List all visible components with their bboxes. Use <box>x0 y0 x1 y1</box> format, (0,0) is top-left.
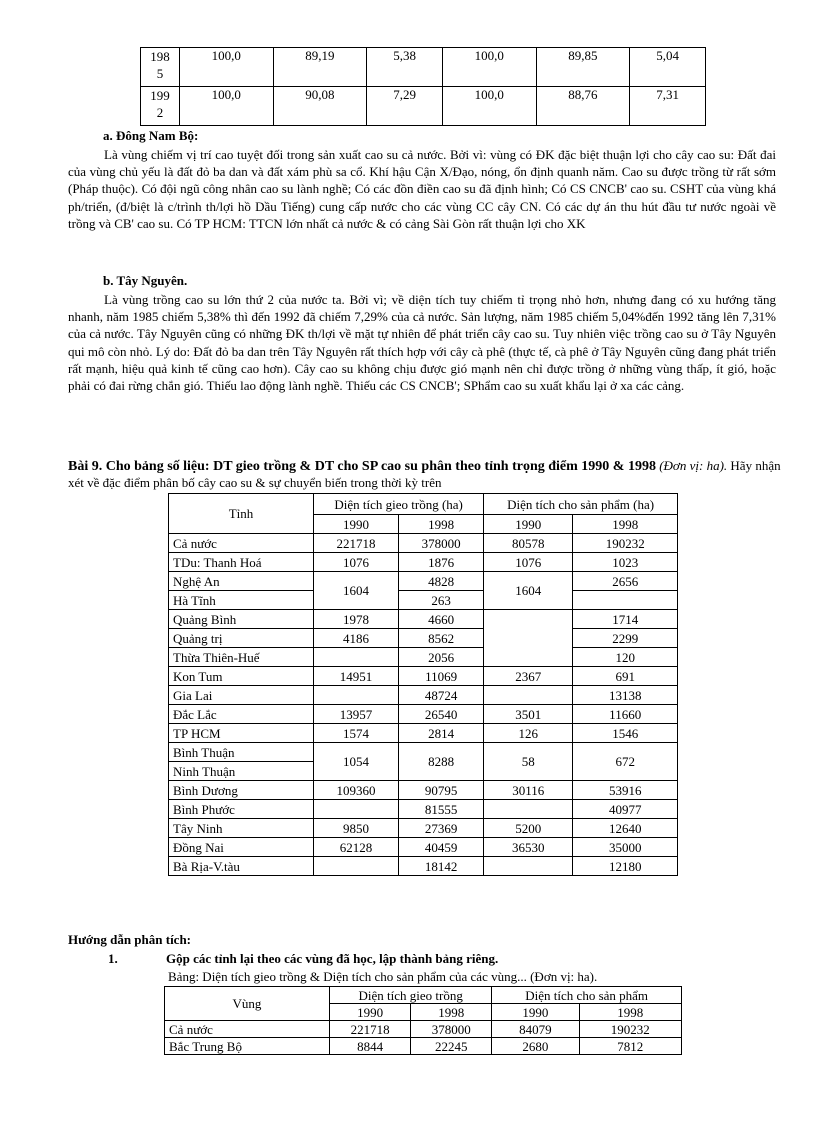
province-name: Tây Ninh <box>169 819 314 838</box>
table-row <box>169 534 678 553</box>
header-year: 1998 <box>573 515 678 534</box>
table-cell: 40977 <box>573 800 678 819</box>
table-cell: 109360 <box>314 781 399 800</box>
province-name: Hà Tĩnh <box>169 591 314 610</box>
table-cell: 53916 <box>573 781 678 800</box>
province-name: Bình Phước <box>169 800 314 819</box>
table-cell: 100,0 <box>180 87 274 126</box>
table-cell: 100,0 <box>442 48 536 87</box>
table-cell: 1076 <box>314 553 399 572</box>
table-cell: 89,85 <box>536 48 630 87</box>
table-row <box>169 743 678 762</box>
table-cell <box>314 686 399 705</box>
table-cell: 2367 <box>484 667 573 686</box>
table-cell: 4186 <box>314 629 399 648</box>
table-cell: 11660 <box>573 705 678 724</box>
header-year: 1990 <box>330 1004 411 1021</box>
table-cell: 26540 <box>399 705 484 724</box>
table-cell: 691 <box>573 667 678 686</box>
table-row <box>169 648 678 667</box>
table-cell: 48724 <box>399 686 484 705</box>
table-row <box>169 572 678 591</box>
table-row <box>141 48 706 87</box>
table-cell: 378000 <box>399 534 484 553</box>
header-year: 1998 <box>579 1004 681 1021</box>
table-cell: 90,08 <box>273 87 367 126</box>
exercise-9 <box>68 458 788 491</box>
table-cell: 90795 <box>399 781 484 800</box>
table-cell: 8562 <box>399 629 484 648</box>
year-cell: 199 2 <box>141 87 180 126</box>
table-cell: 100,0 <box>442 87 536 126</box>
table-cell: 190232 <box>579 1021 681 1038</box>
header-year: 1998 <box>399 515 484 534</box>
table-cell: 9850 <box>314 819 399 838</box>
table-cell: 1076 <box>484 553 573 572</box>
table-row <box>169 667 678 686</box>
table-cell: 100,0 <box>180 48 274 87</box>
table-cell: 11069 <box>399 667 484 686</box>
header-year: 1990 <box>492 1004 579 1021</box>
region-name: Bắc Trung Bộ <box>165 1038 330 1055</box>
table-cell: 5,04 <box>630 48 706 87</box>
unit-label: (Đơn vị: ha). <box>659 458 728 473</box>
province-name: Bà Rịa-V.tàu <box>169 857 314 876</box>
table-cell <box>314 800 399 819</box>
table-cell: 2299 <box>573 629 678 648</box>
table-cell: 88,76 <box>536 87 630 126</box>
table-row <box>169 724 678 743</box>
table-cell: 2814 <box>399 724 484 743</box>
province-name: Cả nước <box>169 534 314 553</box>
table-cell: 672 <box>573 743 678 781</box>
table-row <box>165 1038 682 1055</box>
table-cell: 13138 <box>573 686 678 705</box>
header-year: 1990 <box>314 515 399 534</box>
region-name: Cả nước <box>165 1021 330 1038</box>
table-cell: 5,38 <box>367 48 443 87</box>
table-cell <box>484 857 573 876</box>
table-cell: 4828 <box>399 572 484 591</box>
table-cell: 263 <box>399 591 484 610</box>
table-cell: 35000 <box>573 838 678 857</box>
table-cell <box>314 648 399 667</box>
table-cell: 1604 <box>314 572 399 610</box>
province-name: Thừa Thiên-Huế <box>169 648 314 667</box>
table-cell: 13957 <box>314 705 399 724</box>
table-cell: 30116 <box>484 781 573 800</box>
header-year: 1998 <box>411 1004 492 1021</box>
table-cell: 62128 <box>314 838 399 857</box>
table-cell: 12180 <box>573 857 678 876</box>
table-row <box>169 686 678 705</box>
province-name: Quảng Bình <box>169 610 314 629</box>
section-a-text: Là vùng chiếm vị trí cao tuyệt đối trong sản xuất cao su cả nước. Bởi vì: vùng có ĐK đặc biệt thuận lợi cho cây cao su: Đất đai của vùng chủ yếu là đất đỏ ba dan và đất xám phù sa cổ. Khí hậu Cận X/Đạo, nóng, ổn định quanh năm. Cao su được trồng từ rất sớm (Pháp thuộc). Có đội ngũ công nhân cao su lành nghề; Có các đồn điền cao su đã định hình; Có CS CNCB' cao su. CSHT của vùng khá ph/triển, (đ/biệt là c/trình th/lợi hồ Dầu Tiếng) cung cấp nước cho các vùng CC cây CN. Có các dự án thu hút đầu tư nước ngoài về trồng và CB' cao su. Có TP HCM: TTCN lớn nhất cả nước & có cảng Sài Gòn rất thuận lợi cho XK <box>68 147 776 231</box>
table-cell: 18142 <box>399 857 484 876</box>
table-cell: 22245 <box>411 1038 492 1055</box>
table-cell: 84079 <box>492 1021 579 1038</box>
table-cell <box>484 800 573 819</box>
table-row <box>169 629 678 648</box>
table-header-row <box>169 494 678 515</box>
table-row <box>169 553 678 572</box>
table-cell: 120 <box>573 648 678 667</box>
exercise-9-task: Hãy nhận xét về đặc điểm phân bố cây cao su & sự chuyển biến trong thời kỳ trên <box>68 458 781 490</box>
table-cell: 3501 <box>484 705 573 724</box>
table-cell: 7812 <box>579 1038 681 1055</box>
step-text: Gộp các tỉnh lại theo các vùng đã học, lập thành bảng riêng. <box>166 951 499 966</box>
exercise-9-title: Bài 9. Cho bảng số liệu: DT gieo trồng & DT cho SP cao su phân theo tỉnh trọng điểm 1990 & 1998 <box>68 459 656 474</box>
table-cell: 40459 <box>399 838 484 857</box>
section-b-text: Là vùng trồng cao su lớn thứ 2 của nước ta. Bởi vì; về diện tích tuy chiếm tỉ trọng nhỏ hơn, nhưng đang có xu hướng tăng nhanh, năm 1985 chiếm 5,38% thì đến 1992 đã chiếm 7,29% của cả nước. Sản lượng, năm 1985 chiếm 5,04%đến 1992 tăng lên 7,31% của cả nước. Tây Nguyên cũng có những ĐK th/lợi về mặt tự nhiên để phát triển cây cao su. Tuy nhiên việc trồng cao su ở Tây Nguyên qui mô còn nhỏ. Lý do: Đất đỏ ba dan trên Tây Nguyên rất thích hợp với cây cà phê (thực tế, cà phê ở Tây Nguyên cũng đang phát triển rất mạnh, hiệu quả kinh tế cũng cao hơn). Cây cao su không chịu được gió mạnh nên chỉ được trồng ở những vùng thấp, ít gió, hoặc phải có đai rừng chắn gió. Thiếu lao động lành nghề. Thiếu các CS CNCB'; SPhẩm cao su xuất khẩu lại ở xa các cảng. <box>68 292 776 394</box>
header-productive-area: Diện tích cho sản phẩm <box>492 987 682 1004</box>
table-row <box>169 857 678 876</box>
table-cell: 12640 <box>573 819 678 838</box>
header-productive-area: Diện tích cho sản phẩm (ha) <box>484 494 678 515</box>
province-name: Đồng Nai <box>169 838 314 857</box>
guide-step <box>108 951 498 967</box>
province-name: Kon Tum <box>169 667 314 686</box>
table-row <box>169 800 678 819</box>
province-table <box>168 493 678 876</box>
step-number: 1. <box>108 951 118 966</box>
table-cell <box>314 857 399 876</box>
table-cell: 1714 <box>573 610 678 629</box>
province-name: Bình Thuận <box>169 743 314 762</box>
province-name: Đắc Lắc <box>169 705 314 724</box>
table-cell: 1574 <box>314 724 399 743</box>
table-cell: 221718 <box>314 534 399 553</box>
share-table <box>140 47 706 126</box>
table-row <box>169 781 678 800</box>
table-cell: 2056 <box>399 648 484 667</box>
header-sown-area: Diện tích gieo trồng <box>330 987 492 1004</box>
table-cell: 7,29 <box>367 87 443 126</box>
table-cell: 221718 <box>330 1021 411 1038</box>
table-cell: 126 <box>484 724 573 743</box>
province-name: Gia Lai <box>169 686 314 705</box>
table-cell: 1546 <box>573 724 678 743</box>
region-table <box>164 986 682 1055</box>
header-region: Vùng <box>165 987 330 1021</box>
table-cell: 8288 <box>399 743 484 781</box>
section-b-title: b. Tây Nguyên. <box>103 273 188 288</box>
guide-title: Hướng dẫn phân tích: <box>68 932 192 947</box>
table-cell: 7,31 <box>630 87 706 126</box>
table-header-row <box>165 987 682 1004</box>
table-row <box>169 819 678 838</box>
province-name: Nghệ An <box>169 572 314 591</box>
table-cell: 80578 <box>484 534 573 553</box>
table-cell: 190232 <box>573 534 678 553</box>
table-cell: 89,19 <box>273 48 367 87</box>
table-cell: 27369 <box>399 819 484 838</box>
province-name: Ninh Thuận <box>169 762 314 781</box>
table-row <box>169 591 678 610</box>
table-cell: 1054 <box>314 743 399 781</box>
table-row <box>169 705 678 724</box>
header-year: 1990 <box>484 515 573 534</box>
table-cell: 5200 <box>484 819 573 838</box>
section-a-title: a. Đông Nam Bộ: <box>103 128 199 143</box>
table-cell: 8844 <box>330 1038 411 1055</box>
province-name: Quảng trị <box>169 629 314 648</box>
province-name: TDu: Thanh Hoá <box>169 553 314 572</box>
table-cell: 81555 <box>399 800 484 819</box>
table-cell: 1876 <box>399 553 484 572</box>
table-cell: 1604 <box>484 572 573 610</box>
table-cell <box>573 591 678 610</box>
table-row <box>141 87 706 126</box>
year-cell: 198 5 <box>141 48 180 87</box>
table-cell: 4660 <box>399 610 484 629</box>
table-cell: 2656 <box>573 572 678 591</box>
province-name: TP HCM <box>169 724 314 743</box>
table-cell: 2680 <box>492 1038 579 1055</box>
table-row <box>165 1021 682 1038</box>
province-name: Bình Dương <box>169 781 314 800</box>
table-cell: 14951 <box>314 667 399 686</box>
table-caption: Bảng: Diện tích gieo trồng & Diện tích cho sản phẩm của các vùng... (Đơn vị: ha). <box>168 969 598 984</box>
table-cell: 378000 <box>411 1021 492 1038</box>
table-cell: 1023 <box>573 553 678 572</box>
header-sown-area: Diện tích gieo trồng (ha) <box>314 494 484 515</box>
header-province: Tỉnh <box>169 494 314 534</box>
table-cell: 58 <box>484 743 573 781</box>
table-row <box>169 838 678 857</box>
table-cell: 1978 <box>314 610 399 629</box>
table-row <box>169 610 678 629</box>
table-cell: 36530 <box>484 838 573 857</box>
table-cell <box>484 686 573 705</box>
table-cell <box>484 610 573 667</box>
